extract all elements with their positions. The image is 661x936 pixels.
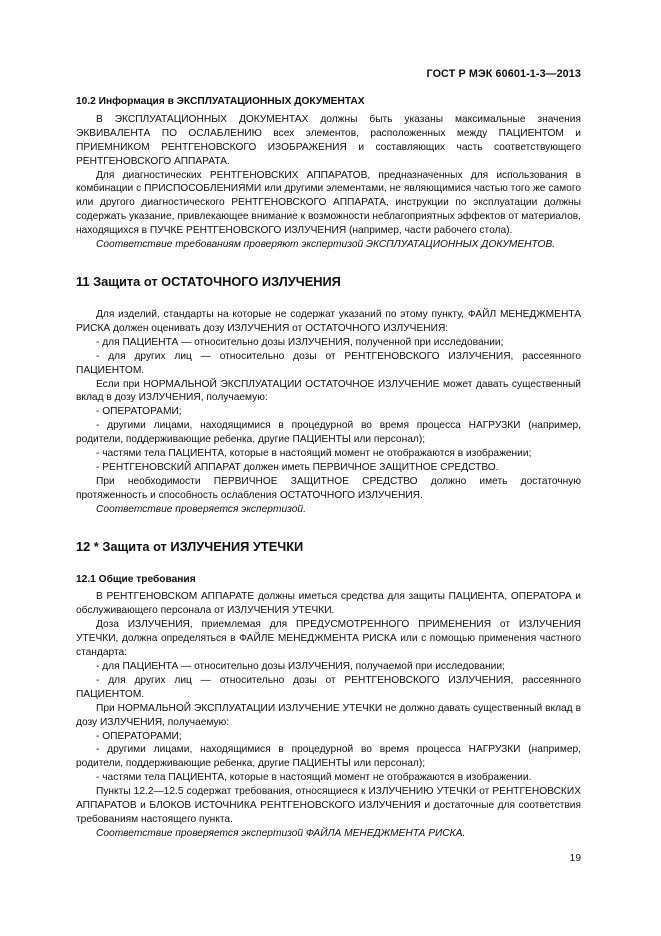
section-10-2-compliance-check: Соответствие требованиям проверяют экспертизой ЭКСПЛУАТАЦИОННЫХ ДОКУМЕНТОВ.: [96, 239, 556, 251]
section-11-compliance-check: Соответствие проверяется экспертизой.: [96, 503, 306, 515]
section-12-paragraph-2: Доза ИЗЛУЧЕНИЯ, приемлемая для ПРЕДУСМОТРЕННОГО ПРИМЕНЕНИЯ от ИЗЛУЧЕНИЯ УТЕЧКИ, должна определяться в ФАЙЛЕ МЕНЕДЖМЕНТА РИСКА или с помощью применения частного стандарта:: [76, 619, 581, 659]
section-11-paragraph-1: Для изделий, стандарты на которые не содержат указаний по этому пункту, ФАЙЛ МЕНЕДЖМЕНТА РИСКА должен оценивать дозу ИЗЛУЧЕНИЯ от ОСТАТОЧНОГО ИЗЛУЧЕНИЯ:: [76, 308, 581, 334]
section-11-dash-item: - для ПАЦИЕНТА — относительно дозы ИЗЛУЧЕНИЯ, полученной при исследовании;: [96, 336, 504, 348]
section-10-2-paragraph-1: В ЭКСПЛУАТАЦИОННЫХ ДОКУМЕНТАХ должны быть указаны максимальные значения ЭКВИВАЛЕНТА ПО ОСЛАБЛЕНИЮ всех элементов, расположенных между ПАЦИЕНТОМ и ПРИЕМНИКОМ РЕНТГЕНОВСКОГО ИЗОБРАЖЕНИЯ и составляющих часть соответствующего РЕНТГЕНОВСКОГО АППАРАТА.: [76, 113, 581, 167]
section-11-dash-item: - для других лиц — относительно дозы от РЕНТГЕНОВСКОГО ИЗЛУЧЕНИЯ, рассеянного ПАЦИЕНТОМ.: [76, 350, 581, 376]
section-11-title: 11 Защита от ОСТАТОЧНОГО ИЗЛУЧЕНИЯ: [76, 273, 341, 289]
section-12-dash-item: - ОПЕРАТОРАМИ;: [96, 730, 182, 742]
section-10-2-paragraph-2: Для диагностических РЕНТГЕНОВСКИХ АППАРАТОВ, предназначенных для использования в комбинации с ПРИСПОСОБЛЕНИЯМИ или другими элементами, не являющимися частью того же самого или другого диагностического РЕНТГЕНОВСКОГО АППАРАТА, инструкции по эксплуатации должны содержать указание, привлекающее внимание к возможности неблагоприятных эффектов от материалов, находящихся в ПУЧКЕ РЕНТГЕНОВСКОГО ИЗЛУЧЕНИЯ (например, части рабочего стола).: [76, 169, 581, 237]
section-12-compliance-check: Соответствие проверяется экспертизой ФАЙЛА МЕНЕДЖМЕНТА РИСКА.: [96, 827, 466, 839]
standard-header: ГОСТ Р МЭК 60601-1-3—2013: [426, 68, 581, 80]
section-12-paragraph-1: В РЕНТГЕНОВСКОМ АППАРАТЕ должны иметься средства для защиты ПАЦИЕНТА, ОПЕРАТОРА и обслуживающего персонала от ИЗЛУЧЕНИЯ УТЕЧКИ.: [76, 591, 581, 617]
page-content: [76, 95, 581, 841]
section-12-1-title: 12.1 Общие требования: [76, 573, 196, 585]
section-11-dash-item: - ОПЕРАТОРАМИ;: [96, 406, 182, 418]
section-11-paragraph-3: При необходимости ПЕРВИЧНОЕ ЗАЩИТНОЕ СРЕДСТВО должно иметь достаточную протяженность и способность ослабления ОСТАТОЧНОГО ИЗЛУЧЕНИЯ.: [76, 475, 581, 501]
section-11-dash-item: - частями тела ПАЦИЕНТА, которые в настоящий момент не отображаются в изображении;: [96, 448, 532, 460]
section-12-paragraph-3: При НОРМАЛЬНОЙ ЭКСПЛУАТАЦИИ ИЗЛУЧЕНИЕ УТЕЧКИ не должно давать существенный вклад в дозу ИЗЛУЧЕНИЯ, получаемую:: [76, 702, 581, 728]
section-12-dash-item: - частями тела ПАЦИЕНТА, которые в настоящий момент не отображаются в изображении.: [96, 772, 532, 784]
section-11-paragraph-2: Если при НОРМАЛЬНОЙ ЭКСПЛУАТАЦИИ ОСТАТОЧНОЕ ИЗЛУЧЕНИЕ может давать существенный вклад в дозу ИЗЛУЧЕНИЯ, получаемую:: [76, 378, 581, 404]
section-10-2-title: 10.2 Информация в ЭКСПЛУАТАЦИОННЫХ ДОКУМЕНТАХ: [76, 96, 365, 107]
section-11-dash-item: - РЕНТГЕНОВСКИЙ АППАРАТ должен иметь ПЕРВИЧНОЕ ЗАЩИТНОЕ СРЕДСТВО.: [96, 461, 499, 473]
section-11-dash-item: - другими лицами, находящимися в процедурной во время процесса НАГРУЗКИ (например, родители, поддерживающие ребенка, другие ПАЦИЕНТЫ или персонал);: [76, 420, 581, 446]
section-12-dash-item: - для ПАЦИЕНТА — относительно дозы ИЗЛУЧЕНИЯ, получаемой при исследовании;: [96, 661, 505, 672]
section-12-paragraph-4: Пункты 12.2—12.5 содержат требования, относящиеся к ИЗЛУЧЕНИЮ УТЕЧКИ от РЕНТГЕНОВСКИХ АППАРАТОВ и БЛОКОВ ИСТОЧНИКА РЕНТГЕНОВСКОГО ИЗЛУЧЕНИЯ и достаточные для соответствия требованиям настоящего пункта.: [76, 786, 581, 825]
section-12-title: 12 * Защита от ИЗЛУЧЕНИЯ УТЕЧКИ: [76, 538, 304, 554]
section-12-dash-item: - для других лиц — относительно дозы от РЕНТГЕНОВСКОГО ИЗЛУЧЕНИЯ, рассеянного ПАЦИЕНТОМ.: [76, 674, 581, 700]
section-12-dash-item: - другими лицами, находящимися в процедурной во время процесса НАГРУЗКИ (например, родители, поддерживающие ребенка, другие ПАЦИЕНТЫ или персонал);: [76, 744, 581, 770]
page-number: 19: [569, 853, 581, 864]
